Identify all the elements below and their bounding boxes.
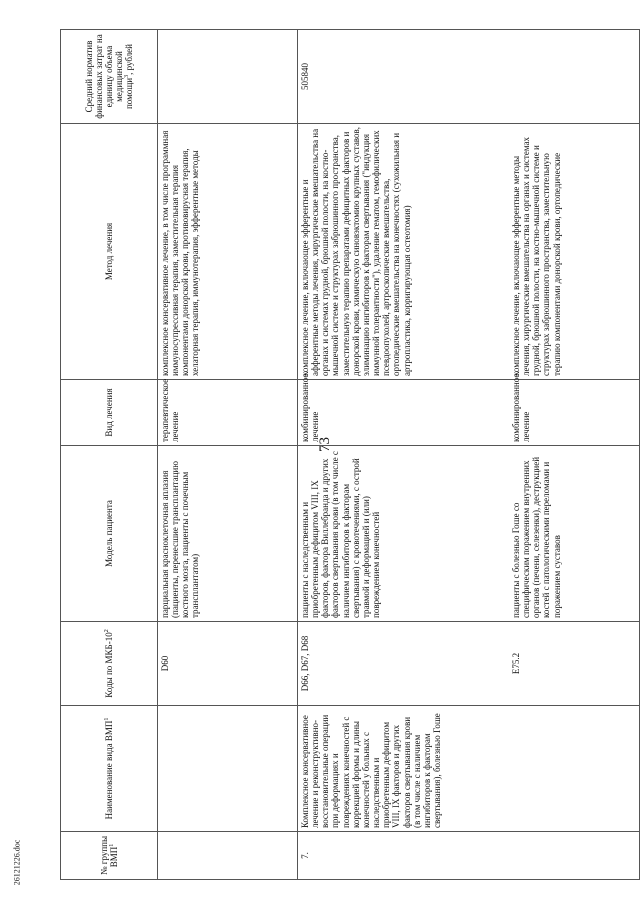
- cell-treatment-method: комплексное консервативное лечение, в том числе программная иммуносупрессивная терапия, заместительная терапия компонентами донорской крови, противовирусная терапия, хелаторная терапия, иммунотерапия, эфферентные методы: [158, 124, 298, 380]
- cell-treatment-type: терапевтическое лечение: [158, 380, 298, 446]
- footer-filename: 26121226.doc: [12, 839, 22, 886]
- table-row: [298, 30, 640, 880]
- rotated-table-container: [60, 30, 640, 880]
- header-treatment-method: Метод лечения: [61, 124, 158, 380]
- cell-treatment-type: [298, 373, 640, 446]
- treatment-method-entry: комплексное лечение, включающее эфферентные и афферентные методы лечения, хирургические вмешательства на органах и системах грудной, брюшной полости, на костно-мышечной системе и структурах забрюшинного пространства, заместительную терапию препаратами дефицитных факторов и донорской крови, химическую синовэктомию крупных суставов, элиминацию ингибиторов к факторам свертывания ("индукция иммунной толерантности"), удаление гематом, гемофилических псевдоопухолей, артроскопические вмешательства, ортопедические вмешательства на конечностях (сухожильная и артропластика, корригирующая остеотомия): [300, 127, 412, 376]
- table-header-row: [61, 30, 158, 880]
- table-row: [158, 30, 298, 880]
- cell-group-number: [158, 832, 298, 880]
- icd-code-entry: D66, D67, D68: [300, 635, 310, 692]
- icd-code-entry: E75.2: [511, 652, 521, 675]
- header-group-number: № группы ВМП$^1$: [61, 832, 158, 880]
- header-average-cost: Средний норматив финансовых затрат на единицу объема медицинской помощи$^3$, рублей: [61, 30, 158, 124]
- cell-vmp-name: [158, 706, 298, 832]
- patient-model-entry: пациенты с болезнью Гоше со специфическим поражением внутренних органов (печени, селезенки), деструкцией костей с патологическими переломами и поражением суставов: [511, 456, 562, 618]
- cell-vmp-name: Комплексное консервативное лечение и реконструктивно-восстановительные операции при деформациях и повреждениях конечностей с коррекцией формы и длины конечностей у больных с наследственным и приобретенным дефицитом VIII, IX факторов и других факторов свертывания крови (в том числе с наличием ингибиторов к факторам свертывания), болезнью Гоше: [298, 706, 640, 832]
- header-icd-codes: Коды по МКБ-$10^2$: [61, 622, 158, 706]
- treatment-type-entry: комбинированное лечение: [511, 373, 532, 442]
- page-number: 73: [317, 437, 333, 452]
- header-vmp-name: Наименование вида ВМП$^1$: [61, 706, 158, 832]
- cell-patient-model: парциальная красноклеточная аплазия (пациенты, перенесшие трансплантацию костного мозга, пациенты с почечным трансплантатом): [158, 446, 298, 622]
- cell-average-cost: 505840: [298, 30, 640, 124]
- cell-average-cost: [158, 30, 298, 124]
- cell-patient-model: [298, 446, 640, 622]
- patient-model-entry: пациенты с наследственным и приобретенным дефицитом VIII, IX факторов, фактора Виллебранда и других факторов свертывания крови (в том числе с наличием ингибиторов к факторам свертывания) с кровотечениями, с острой травмой и деформацией и (или) повреждением конечностей: [300, 451, 382, 618]
- cell-icd-codes: D60: [158, 622, 298, 706]
- header-patient-model: Модель пациента: [61, 446, 158, 622]
- cell-group-number: 7.: [298, 832, 640, 880]
- treatment-method-entry: комплексное лечение, включающее эфферентные методы лечения, хирургические вмешательства на органах и системах грудной, брюшной полости, на костно-мышечной системе и структурах забрюшинного пространства, заместительную терапию компонентами донорской крови, ортопедические: [511, 137, 562, 376]
- vmp-table: [60, 29, 640, 880]
- cell-treatment-method: [298, 124, 640, 380]
- cell-icd-codes: [298, 622, 640, 706]
- treatment-type-entry: комбинированное лечение: [300, 373, 321, 442]
- header-treatment-type: Вид лечения: [61, 380, 158, 446]
